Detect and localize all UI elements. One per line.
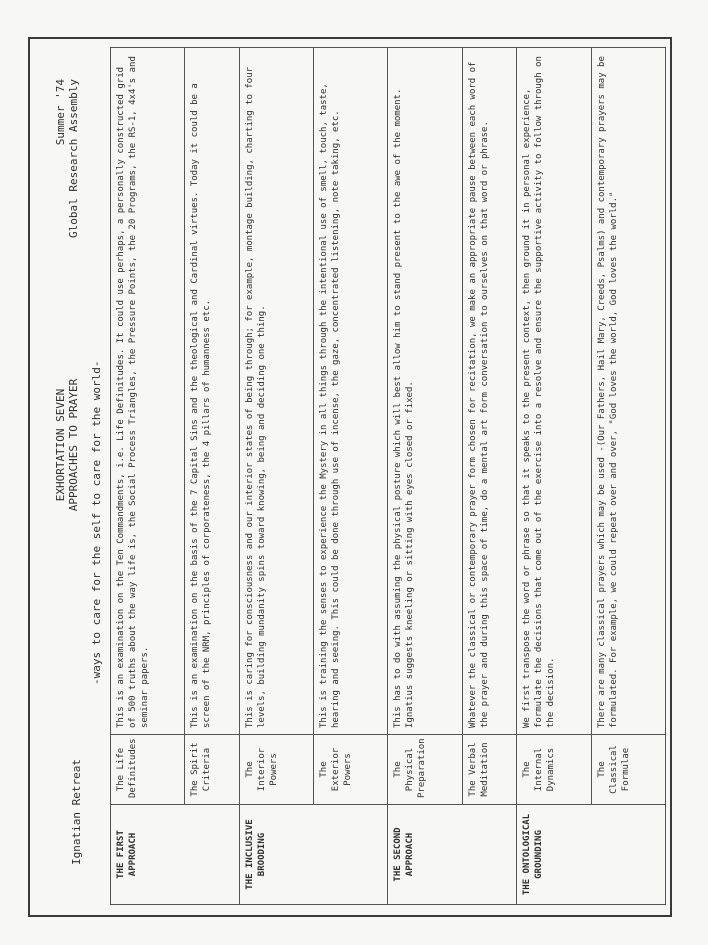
category-label: The Spirit Criteria xyxy=(185,735,240,805)
approach-label: THE INCLUSIVE BROODING xyxy=(239,805,388,905)
approach-label: THE ONTOLOGICAL GROUNDING xyxy=(517,805,666,905)
approach-label: THE FIRST APPROACH xyxy=(111,805,240,905)
category-label: The Interior Powers xyxy=(239,735,313,805)
approach-label: THE SECOND APPROACH xyxy=(388,805,517,905)
category-description: This is an examination on the basis of the 7 Capital Sins and the theological and Cardinal virtues. Today it could be a screen of the NRM, principles of corporateness, the 4 pillars of humanness etc. xyxy=(185,48,240,735)
exhortation-subtitle: -ways to care for the self to care for the world- xyxy=(90,360,103,685)
category-label: The Physical Preparation xyxy=(388,735,462,805)
table-row xyxy=(462,48,517,905)
category-label: The Verbal Meditation xyxy=(462,735,517,805)
page-frame xyxy=(28,37,672,917)
exhortation-number: EXHORTATION SEVEN xyxy=(54,388,67,502)
table-row xyxy=(111,48,185,905)
category-description: This is training the senses to experience the Mystery in all things through the intentional use of smell, touch, taste, hearing and seeing. This could be done through use of incense, the gaze, concentrated listening, note taking, etc. xyxy=(314,48,388,735)
category-description: We first transpose the word or phrase so that it speaks to the present context, then ground it in personal experience, formulate the decisions that come out of the exercise into a resolve and ensure the supportive activity to follow through on the decision. xyxy=(517,48,591,735)
assembly-label: Global Research Assembly xyxy=(67,79,80,238)
category-label: The Classical Formulae xyxy=(591,735,665,805)
category-description: Whatever the classical or contemporary prayer form chosen for recitation, we make an appropriate pause between each word of the prayer and during this space of time, do a mental art form conversation to ourselves on that word or phrase. xyxy=(462,48,517,735)
assembly-info xyxy=(54,79,80,238)
table-row xyxy=(239,48,313,905)
category-description: This is caring for consciousness and our interior states of being through; for example, montage building, charting to four levels, building mundanity spins toward knowing, being and deciding one thing. xyxy=(239,48,313,735)
category-label: The Life Definitudes xyxy=(111,735,185,805)
table-row xyxy=(314,48,388,905)
approaches-table xyxy=(110,47,666,905)
category-label: The Internal Dynamics xyxy=(517,735,591,805)
category-description: This has to do with assuming the physical posture which will best allow him to stand present to the awe of the moment. Ignatius suggests kneeling or sitting with eyes closed or fixed. xyxy=(388,48,462,735)
table-row xyxy=(517,48,591,905)
category-label: The Exterior Powers xyxy=(314,735,388,805)
retreat-title: Ignatian Retreat xyxy=(70,759,83,865)
table-row xyxy=(185,48,240,905)
table-row xyxy=(591,48,665,905)
table-row xyxy=(388,48,462,905)
season-label: Summer '74 xyxy=(54,79,67,146)
category-description: There are many classical prayers which may be used -(Our Fathers, Hail Mary, Creeds, Psalms) and contemporary prayers may be formulated. For example, we could repeat over and over, "God loves the world, God loves the world." xyxy=(591,48,665,735)
exhortation-title: APPROACHES TO PRAYER xyxy=(67,378,80,512)
exhortation-heading xyxy=(54,295,80,595)
category-description: This is an examination on the Ten Commandments, i.e. Life Definitudes. It could use perhaps, a personally constructed grid of 500 truths about the way life is, the Social Process Triangles, the Pressure Points, the 20 Programs, the RS-1, 4x4's and seminar papers. xyxy=(111,48,185,735)
